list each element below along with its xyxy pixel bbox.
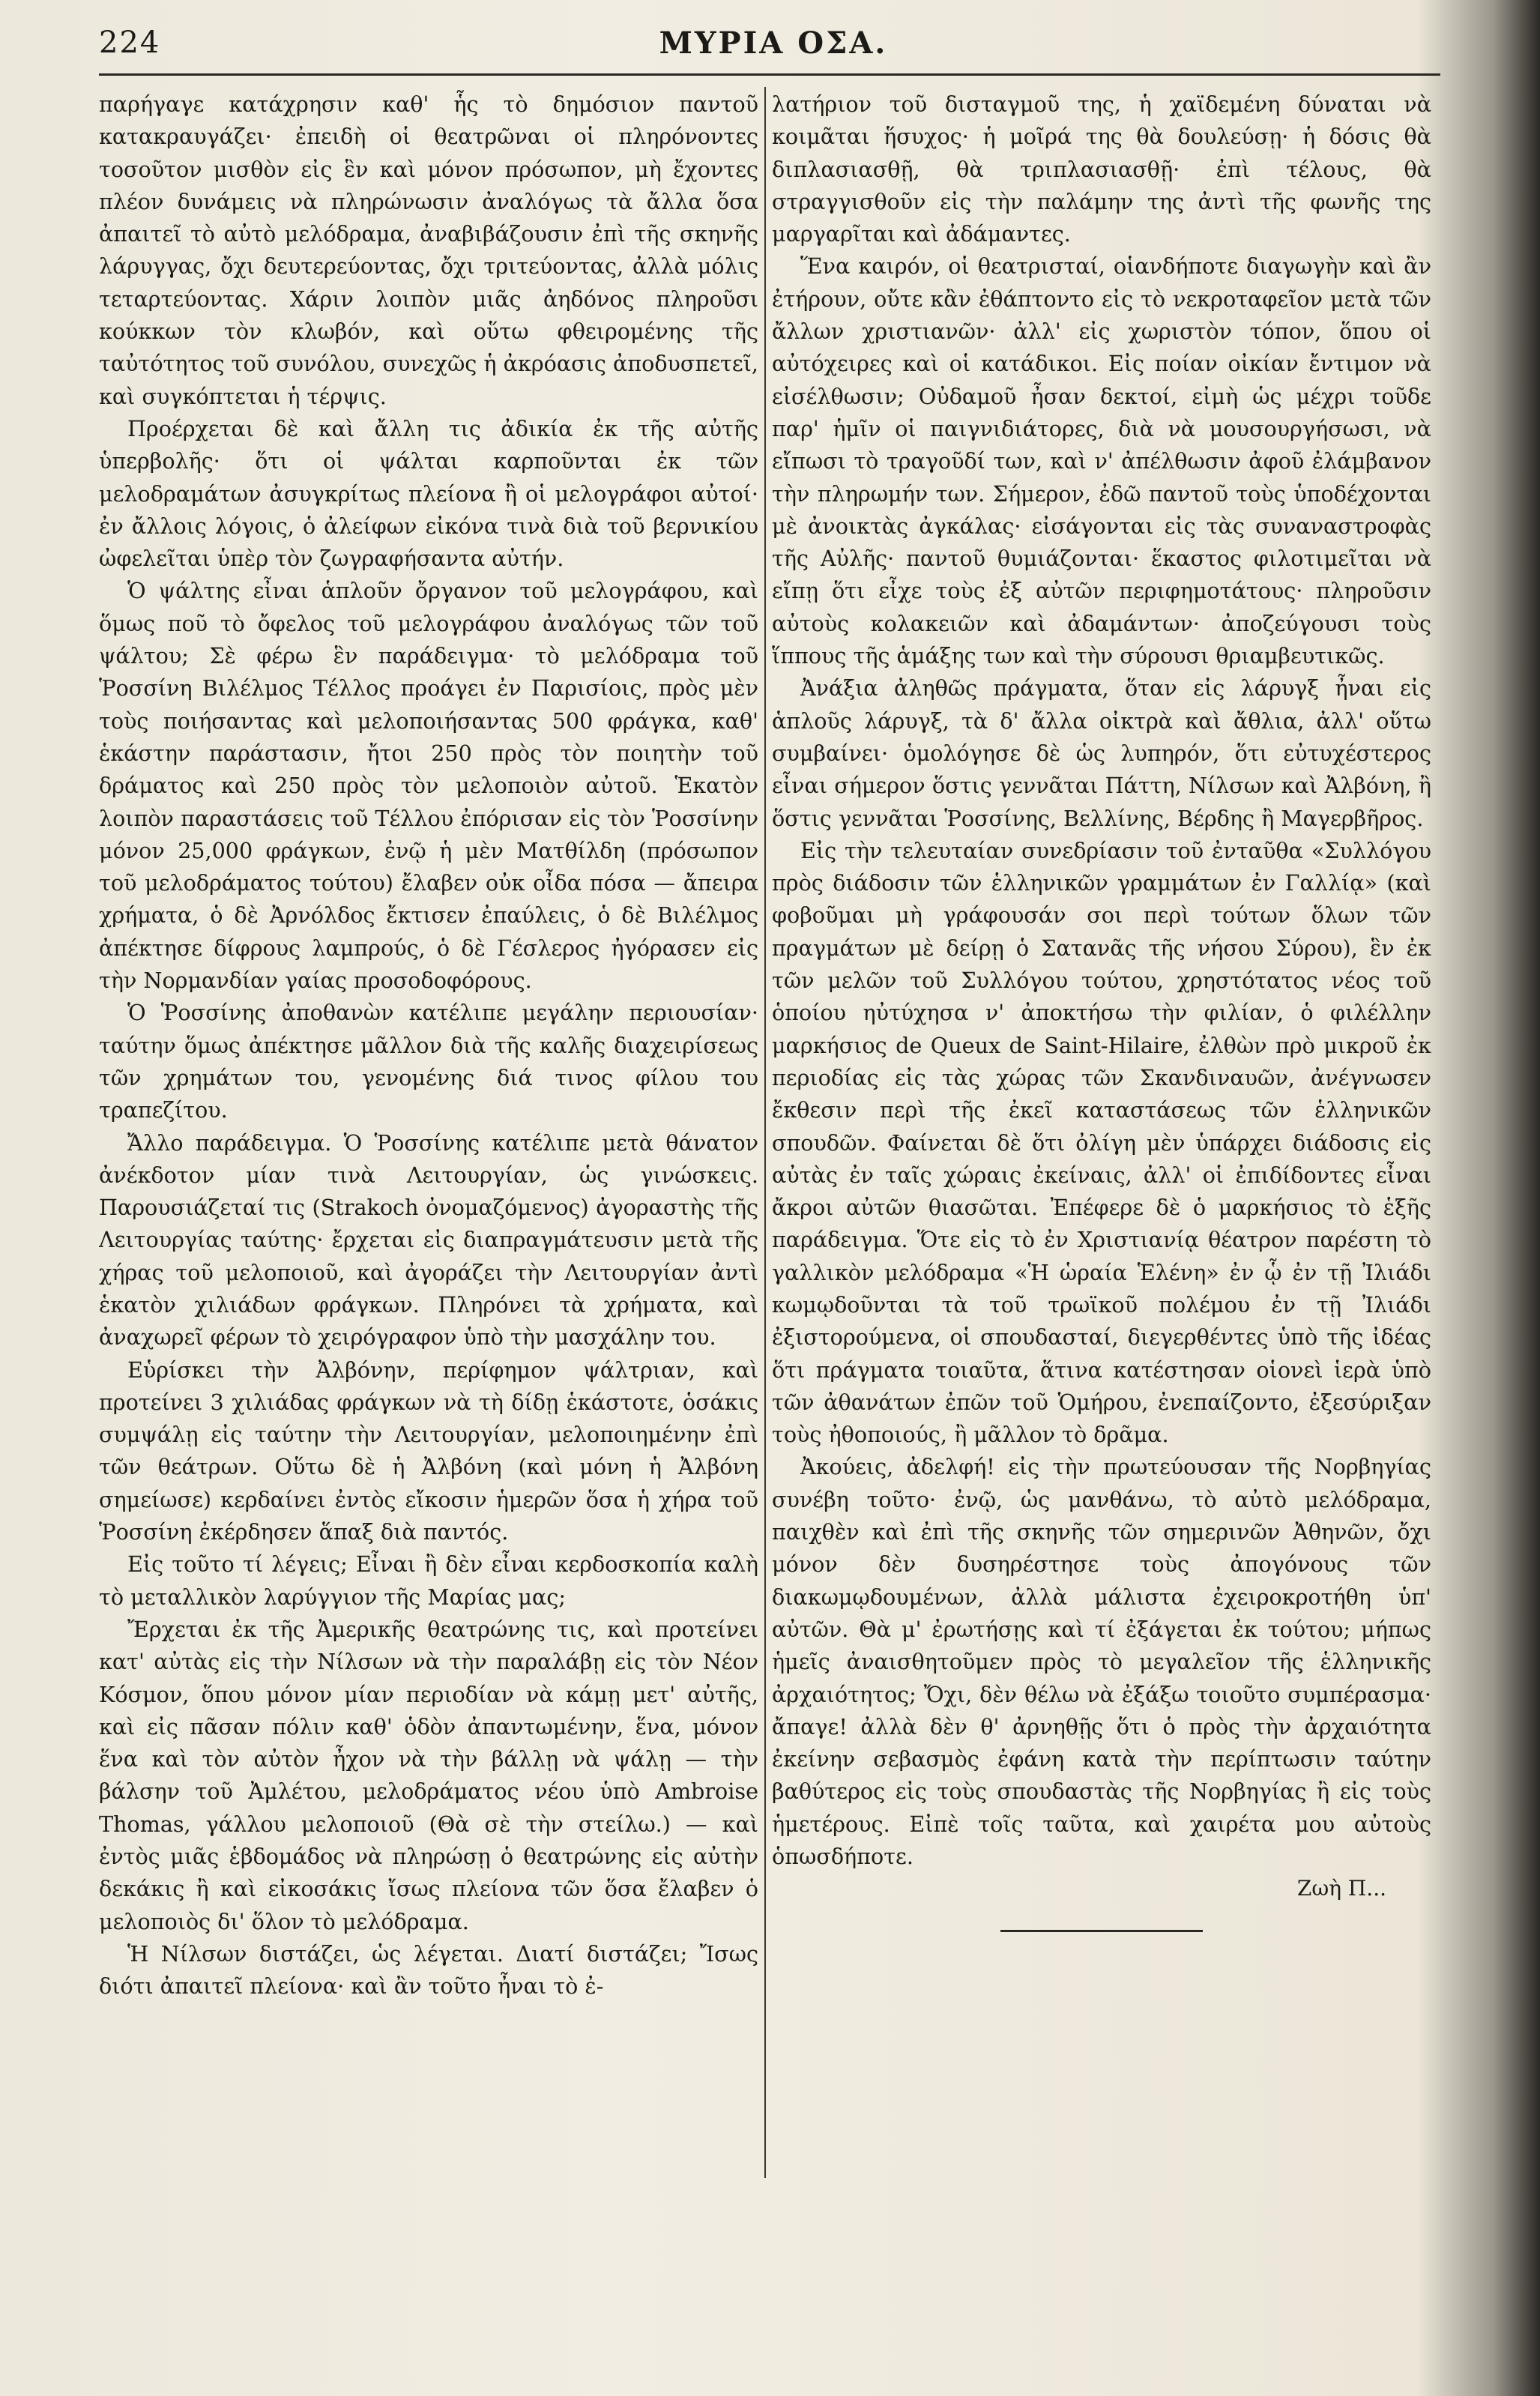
end-rule [1000,1930,1203,1932]
page-header [99,25,1448,70]
paragraph: Ἕνα καιρόν, οἱ θεατρισταί, οἱανδήποτε διαγωγὴν καὶ ἂν ἐτήρουν, οὔτε κἂν ἐθάπτοντο εἰς τὸ νεκροταφεῖον μετὰ τῶν ἄλλων χριστιανῶν· ἀλλ' εἰς χωριστὸν τόπον, ὅπου οἱ αὐτόχειρες καὶ οἱ κατάδικοι. Εἰς ποίαν οἰκίαν ἔντιμον νὰ εἰσέλθωσιν; Οὐδαμοῦ ἦσαν δεκτοί, εἰμὴ ὡς μέχρι τοῦδε παρ' ἡμῖν οἱ παιγνιδιάτορες, διὰ νὰ μουσουργήσωσι, νὰ εἴπωσι τὸ τραγοῦδί των, καὶ ν' ἀπέλθωσιν ἀφοῦ ἐλάμβανον τὴν πληρωμήν των. Σήμερον, ἐδῶ παντοῦ τοὺς ὑποδέχονται μὲ ἀνοικτὰς ἀγκάλας· εἰσάγονται εἰς τὰς συναναστροφὰς τῆς Αὐλῆς· παντοῦ θυμιάζονται· ἕκαστος φιλοτιμεῖται νὰ εἴπῃ ὅτι εἶχε τοὺς ἐξ αὐτῶν περιφημοτάτους· πληροῦσιν αὐτοὺς κολακειῶν καὶ ἀδαμάντων· ἀποζεύγουσι τοὺς ἵππους τῆς ἁμάξης των καὶ τὴν σύρουσι θριαμβευτικῶς. [772,253,1431,669]
paragraph: παρήγαγε κατάχρησιν καθ' ἧς τὸ δημόσιον παντοῦ κατακραυγάζει· ἐπειδὴ οἱ θεατρῶναι οἱ πληρόνοντες τοσοῦτον μισθὸν εἰς ἓν καὶ μόνον πρόσωπον, μὴ ἔχοντες πλέον δυνάμεις νὰ πληρώνωσιν ἀναλόγως τὰ ἄλλα ὅσα ἀπαιτεῖ τὸ αὐτὸ μελόδραμα, ἀναβιβάζουσιν ἐπὶ τῆς σκηνῆς λάρυγγας, ὄχι δευτερεύοντας, ὄχι τριτεύοντας, ἀλλὰ μόλις τεταρτεύοντας. Χάριν λοιπὸν μιᾶς ἀηδόνος πληροῦσι κούκκων τὸν κλωβόν, καὶ οὕτω φθειρομένης τῆς ταὐτότητος τοῦ συνόλου, συνεχῶς ἡ ἀκρόασις ἀποδυσπετεῖ, καὶ συγκόπτεται ἡ τέρψις. [99,91,758,409]
paragraph: Ἀνάξια ἀληθῶς πράγματα, ὅταν εἰς λάρυγξ ἦναι εἰς ἁπλοῦς λάρυγξ, τὰ δ' ἄλλα οἰκτρὰ καὶ ἄθλια, ἀλλ' οὕτω συμβαίνει· ὁμολόγησε δὲ ὡς λυπηρόν, ὅτι εὐτυχέστερος εἶναι σήμερον ὅστις γεννᾶται Πάττη, Νίλσων καὶ Ἀλβόνη, ἢ ὅστις γεννᾶται Ῥοσσίνης, Βελλίνης, Βέρδης ἢ Μαγερβῆρος. [772,675,1431,831]
column-divider [764,87,766,2178]
paragraph: Εἰς τὴν τελευταίαν συνεδρίασιν τοῦ ἐνταῦθα «Συλλόγου πρὸς διάδοσιν τῶν ἑλληνικῶν γραμμάτων ἐν Γαλλίᾳ» (καὶ φοβοῦμαι μὴ γράφουσάν σοι περὶ τούτων ὅλων τῶν πραγμάτων μὲ δείρῃ ὁ Σατανᾶς τῆς νήσου Σύρου), ἓν ἐκ τῶν μελῶν τοῦ Συλλόγου τούτου, χρηστότατος νέος τοῦ ὁποίου ηὐτύχησα ν' ἀποκτήσω τὴν φιλίαν, ὁ φιλέλλην μαρκήσιος de Queux de Saint-Hilaire, ἐλθὼν πρὸ μικροῦ ἐκ περιοδίας εἰς τὰς χώρας τῶν Σκανδιναυῶν, ἀνέγνωσεν ἔκθεσιν περὶ τῆς ἐκεῖ καταστάσεως τῶν ἑλληνικῶν σπουδῶν. Φαίνεται δὲ ὅτι ὀλίγη μὲν ὑπάρχει διάδοσις εἰς αὐτὰς ἐν ταῖς χώραις ἐκείναις, ἀλλ' οἱ ἐπιδίδοντες εἶναι ἄκροι αὐτῶν θιασῶται. Ἐπέφερε δὲ ὁ μαρκήσιος τὸ ἑξῆς παράδειγμα. Ὅτε εἰς τὸ ἐν Χριστιανίᾳ θέατρον παρέστη τὸ γαλλικὸν μελόδραμα «Ἡ ὡραία Ἑλένη» ἐν ᾧ ἐν τῇ Ἰλιάδι κωμῳδοῦνται τὰ τοῦ τρωϊκοῦ πολέμου ἐν τῇ Ἰλιάδι ἐξιστορούμενα, οἱ σπουδασταί, διεγερθέντες ὑπὸ τῆς ἰδέας ὅτι πράγματα τοιαῦτα, ἅτινα κατέστησαν οἱονεὶ ἱερὰ ὑπὸ τῶν ἀθανάτων ἐπῶν τοῦ Ὁμήρου, ἐνεπαίζοντο, ἐξεσύριξαν τοὺς ἠθοποιούς, ἢ μᾶλλον τὸ δρᾶμα. [772,837,1431,1448]
paragraph: Προέρχεται δὲ καὶ ἄλλη τις ἀδικία ἐκ τῆς αὐτῆς ὑπερβολῆς· ὅτι οἱ ψάλται καρποῦνται ἐκ τῶν μελοδραμάτων ἀσυγκρίτως πλείονα ἢ οἱ μελογράφοι αὐτοί· ἐν ἄλλοις λόγοις, ὁ ἀλείφων εἰκόνα τινὰ διὰ τοῦ βερνικίου ὠφελεῖται ὑπὲρ τὸν ζωγραφήσαντα αὐτήν. [99,415,758,572]
paragraph: Ὁ ψάλτης εἶναι ἁπλοῦν ὄργανον τοῦ μελογράφου, καὶ ὅμως ποῦ τὸ ὄφελος τοῦ μελογράφου ἀναλόγως τῶν τοῦ ψάλτου; Σὲ φέρω ἓν παράδειγμα· τὸ μελόδραμα τοῦ Ῥοσσίνη Βιλέλμος Τέλλος προάγει ἐν Παρισίοις, πρὸς μὲν τοὺς ποιήσαντας καὶ μελοποιήσαντας 500 φράγκα, καθ' ἑκάστην παράστασιν, ἤτοι 250 πρὸς τὸν ποιητὴν τοῦ δράματος καὶ 250 πρὸς τὸν μελοποιὸν αὐτοῦ. Ἑκατὸν λοιπὸν παραστάσεις τοῦ Τέλλου ἐπόρισαν εἰς τὸν Ῥοσσίνην μόνον 25,000 φράγκων, ἐνῷ ἡ μὲν Ματθίλδη (πρόσωπον τοῦ μελοδράματος τούτου) ἔλαβεν οὐκ οἶδα πόσα — ἄπειρα χρήματα, ὁ δὲ Ἀρνόλδος ἔκτισεν ἐπαύλεις, ὁ δὲ Βιλέλμος ἀπέκτησε δίφρους λαμπρούς, ὁ δὲ Γέσλερος ἠγόρασεν εἰς τὴν Νορμανδίαν γαίας προσοδοφόρους. [99,578,758,994]
paragraph: Ἔρχεται ἐκ τῆς Ἀμερικῆς θεατρώνης τις, καὶ προτείνει κατ' αὐτὰς εἰς τὴν Νίλσων νὰ τὴν παραλάβῃ εἰς τὸν Νέον Κόσμον, ὅπου μόνον μίαν περιοδίαν νὰ κάμῃ μετ' αὐτῆς, καὶ εἰς πᾶσαν πόλιν καθ' ὁδὸν ἀπαντωμένην, ἕνα, μόνον ἕνα καὶ τὸν αὐτὸν ἦχον νὰ τὴν βάλλῃ νὰ ψάλῃ — τὴν βάλσην τοῦ Ἀμλέτου, μελοδράματος νέου ὑπὸ Ambroise Thomas, γάλλου μελοποιοῦ (Θὰ σὲ τὴν στείλω.) — καὶ ἐντὸς μιᾶς ἑβδομάδος νὰ πληρώσῃ ὁ θεατρώνης εἰς αὐτὴν δεκάκις ἢ καὶ εἰκοσάκις ἴσως πλείονα τῶν ὅσα ἔλαβεν ὁ μελοποιὸς δι' ὅλον τὸ μελόδραμα. [99,1616,758,1934]
paragraph: Ὁ Ῥοσσίνης ἀποθανὼν κατέλιπε μεγάλην περιουσίαν· ταύτην ὅμως ἀπέκτησε μᾶλλον διὰ τῆς καλῆς διαχειρίσεως τῶν χρημάτων του, γενομένης διά τινος φίλου του τραπεζίτου. [99,1000,758,1123]
paragraph: Ἀκούεις, ἀδελφή! εἰς τὴν πρωτεύουσαν τῆς Νορβηγίας συνέβη τοῦτο· ἐνῷ, ὡς μανθάνω, τὸ αὐτὸ μελόδραμα, παιχθὲν καὶ ἐπὶ τῆς σκηνῆς τῶν σημερινῶν Ἀθηνῶν, ὄχι μόνον δὲν δυσηρέστησε τοὺς ἀπογόνους τῶν διακωμῳδουμένων, ἀλλὰ μάλιστα ἐχειροκροτήθη ὑπ' αὐτῶν. Θὰ μ' ἐρωτήσῃς καὶ τί ἐξάγεται ἐκ τούτου; μήπως ἡμεῖς ἀναισθητοῦμεν πρὸς τὸ μεγαλεῖον τῆς ἑλληνικῆς ἀρχαιότητος; Ὄχι, δὲν θέλω νὰ ἐξάξω τοιοῦτο συμπέρασμα· ἄπαγε! ἀλλὰ δὲν θ' ἀρνηθῇς ὅτι ὁ πρὸς τὴν ἀρχαιότητα ἐκείνην σεβασμὸς ἐφάνη κατὰ τὴν περίπτωσιν ταύτην βαθύτερος εἰς τοὺς σπουδαστὰς τῆς Νορβηγίας ἢ εἰς τοὺς ἡμετέρους. Εἰπὲ τοῖς ταῦτα, καὶ χαιρέτα μου αὐτοὺς ὁπωσδήποτε. [772,1454,1431,1870]
paragraph: Ἡ Νίλσων διστάζει, ὡς λέγεται. Διατί διστάζει; Ἴσως διότι ἀπαιτεῖ πλείονα· καὶ ἂν τοῦτο ἦναι τὸ ἐ- [99,1940,758,2000]
paragraph: λατήριον τοῦ δισταγμοῦ της, ἡ χαϊδεμένη δύναται νὰ κοιμᾶται ἥσυχος· ἡ μοῖρά της θὰ δουλεύσῃ· ἡ δόσις θὰ διπλασιασθῇ, θὰ τριπλασιασθῇ· ἐπὶ τέλους, θὰ στραγγισθοῦν εἰς τὴν παλάμην της ἀντὶ τῆς φωνῆς της μαργαρῖται καὶ ἀδάμαντες. [772,91,1431,247]
right-column [772,88,1431,2367]
left-column [99,88,758,2367]
paragraph: Ἄλλο παράδειγμα. Ὁ Ῥοσσίνης κατέλιπε μετὰ θάνατον ἀνέκδοτον μίαν τινὰ Λειτουργίαν, ὡς γινώσκεις. Παρουσιάζεταί τις (Strakoch ὀνομαζόμενος) ἀγοραστὴς τῆς Λειτουργίας ταύτης· ἔρχεται εἰς διαπραγμάτευσιν μετὰ τῆς χήρας τοῦ μελοποιοῦ, καὶ ἀγοράζει τὴν Λειτουργίαν ἀντὶ ἑκατὸν χιλιάδων φράγκων. Πληρόνει τὰ χρήματα, καὶ ἀναχωρεῖ φέρων τὸ χειρόγραφον ὑπὸ τὴν μασχάλην του. [99,1129,758,1351]
author-signature: Ζωὴ Π... [1296,1876,1386,1901]
paragraph: Εὑρίσκει τὴν Ἀλβόνην, περίφημον ψάλτριαν, καὶ προτείνει 3 χιλιάδας φράγκων νὰ τὴ δίδῃ ἑκάστοτε, ὁσάκις συμψάλῃ εἰς ταύτην τὴν Λειτουργίαν, μελοποιημένην ἐπὶ τῶν θεάτρων. Οὕτω δὲ ἡ Ἀλβόνη (καὶ μόνη ἡ Ἀλβόνη σημείωσε) κερδαίνει ἐντὸς εἴκοσιν ἡμερῶν ὅσα ἡ χήρα τοῦ Ῥοσσίνη ἐκέρδησεν ἅπαξ διὰ παντός. [99,1357,758,1545]
page-number: 224 [99,25,161,60]
paragraph: Εἰς τοῦτο τί λέγεις; Εἶναι ἢ δὲν εἶναι κερδοσκοπία καλὴ τὸ μεταλλικὸν λαρύγγιον τῆς Μαρίας μας; [99,1551,758,1610]
running-title: ΜΥΡΙΑ ΟΣΑ. [659,25,888,61]
header-rule [99,73,1440,76]
